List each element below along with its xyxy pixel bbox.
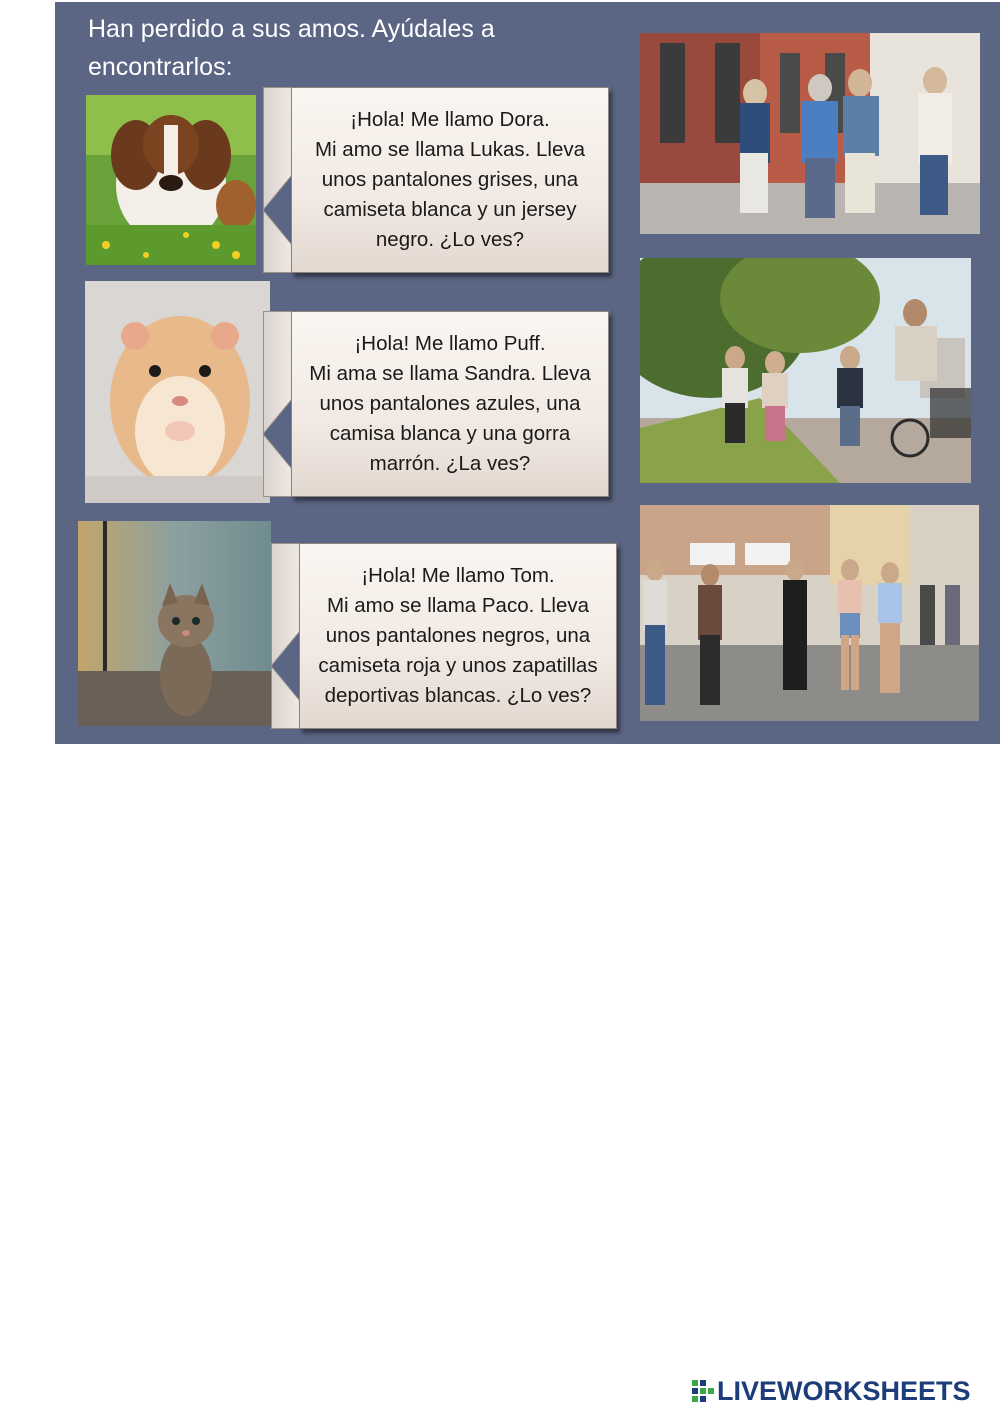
text-line: marrón. ¿La ves? (369, 452, 531, 475)
bubble-text-puff (303, 329, 596, 479)
bubble-text-tom (312, 561, 603, 711)
speech-bubble-puff (263, 311, 609, 497)
page-title: Han perdido a sus amos. Ayúdales a encontrarlos: (88, 15, 495, 81)
text-line: camiseta roja y unos zapatillas (318, 654, 598, 677)
dog-photo (86, 95, 256, 265)
bubble-body (291, 87, 609, 273)
bubble-pointer (269, 631, 301, 701)
text-line: unos pantalones grises, una (321, 168, 579, 191)
text-line: ¡Hola! Me llamo Puff. (354, 332, 546, 355)
text-line: Mi ama se llama Sandra. Lleva (309, 362, 591, 385)
speech-bubble-dora (263, 87, 609, 273)
bubble-body (291, 311, 609, 497)
text-line: unos pantalones azules, una (319, 392, 581, 415)
brand-name: LIVEWORKSHEETS (717, 1375, 971, 1406)
bubble-pointer (261, 175, 293, 245)
text-line: ¡Hola! Me llamo Dora. (350, 108, 550, 131)
text-line: Mi amo se llama Lukas. Lleva (314, 138, 586, 161)
text-line: negro. ¿Lo ves? (375, 228, 525, 251)
bubble-body (299, 543, 617, 729)
text-line: camiseta blanca y un jersey (323, 198, 577, 221)
liveworksheets-icon (692, 1380, 714, 1402)
text-line: Mi amo se llama Paco. Lleva (326, 594, 590, 617)
text-line: ¡Hola! Me llamo Tom. (361, 564, 555, 587)
kitten-photo (78, 521, 271, 726)
bubble-text-dora (309, 105, 591, 255)
text-line: unos pantalones negros, una (325, 624, 591, 647)
hamster-photo (85, 281, 270, 503)
street-photo-3 (640, 505, 979, 721)
liveworksheets-logo[interactable] (692, 1375, 971, 1407)
bubble-pointer (261, 399, 293, 469)
street-photo-1 (640, 33, 980, 234)
text-line: deportivas blancas. ¿Lo ves? (324, 684, 592, 707)
street-photo-2 (640, 258, 971, 483)
speech-bubble-tom (271, 543, 617, 729)
text-line: camisa blanca y una gorra (329, 422, 571, 445)
